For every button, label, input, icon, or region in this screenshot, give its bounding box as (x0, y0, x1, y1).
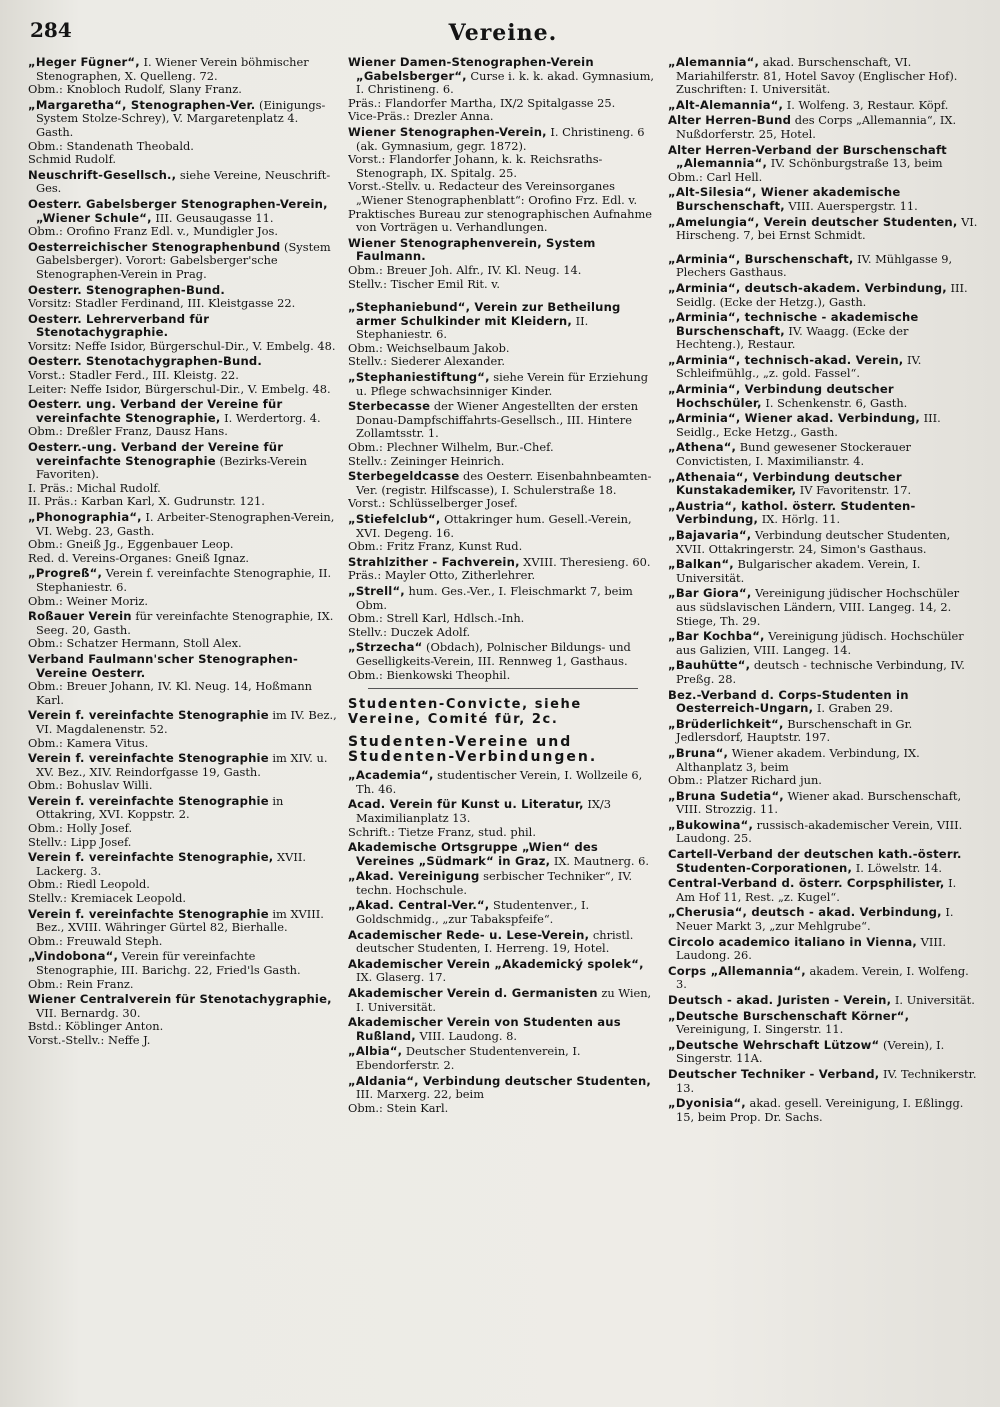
directory-entry (668, 282, 978, 309)
entry-heading: „Austria“, kathol. österr. Studenten-Verbindung, (668, 498, 916, 527)
directory-entry (28, 795, 338, 849)
entry-officer-line: Obm.: Knobloch Rudolf, Slany Franz. (28, 82, 242, 97)
directory-entry (28, 398, 338, 439)
entry-heading: Wiener Centralverein für Stenotachygraphie, (28, 992, 332, 1007)
entry-heading: Akademischer Verein von Studenten aus Rußland, (348, 1015, 621, 1043)
entry-officer-line: II. Präs.: Karban Karl, X. Gudrunstr. 121. (28, 494, 265, 509)
entry-heading: „Albia“, (348, 1044, 403, 1059)
entry-heading: „Stiefelclub“, (348, 512, 441, 526)
entry-heading: „Arminia“, Burschenschaft, (668, 251, 854, 266)
entry-heading: „Alemannia“, (668, 56, 760, 69)
directory-entry (348, 301, 658, 369)
entry-heading: „Vindobona“, (28, 949, 119, 964)
entry-officer-line: Obm.: Holly Josef. (28, 821, 133, 836)
entry-officer-line: Obm.: Strell Karl, Hdlsch.-Inh. (348, 611, 525, 626)
directory-entry (668, 906, 978, 933)
entry-heading: Sterbecasse (348, 399, 431, 414)
entry-officer-line: Obm.: Standenath Theobald. (28, 138, 194, 153)
entry-officer-line: Obm.: Breuer Johann, IV. Kl. Neug. 14, Hoßmann Karl. (28, 679, 313, 707)
entry-heading: Oesterreichischer Stenographenbund (28, 239, 281, 254)
directory-entry (348, 641, 658, 682)
entry-heading: „Academia“, (348, 768, 434, 783)
entry-details: VIII. Laudong. 8. (415, 1028, 518, 1043)
entry-details: I. Wolfeng. 3, Restaur. Köpf. (783, 97, 949, 112)
directory-entry (348, 1016, 658, 1043)
entry-officer-line: Vorst.-Stellv. u. Redacteur des Vereinsorganes „Wiener Stenographenblatt“: Orofino Frz. Edl. v. (348, 179, 638, 207)
directory-entry (28, 993, 338, 1047)
directory-entry (28, 56, 338, 97)
directory-entry (668, 441, 978, 468)
entry-heading: Acad. Verein für Kunst u. Literatur, (348, 797, 584, 812)
entry-officer-line: Obm.: Weichselbaum Jakob. (348, 340, 510, 355)
entry-details: Deutscher Studentenverein, I. Ebendorferstr. 2. (356, 1044, 581, 1072)
page-title: Vereine. (448, 20, 558, 46)
entry-details: (Einigungs-System Stolze-Schrey), V. Margaretenplatz 4. Gasth. (36, 97, 326, 139)
entry-details: IV. Technikerstr. 13. (676, 1066, 977, 1095)
directory-entry (668, 994, 978, 1008)
directory-entry (668, 790, 978, 817)
entry-heading: „Arminia“, technische - akademische Burschenschaft, (668, 310, 919, 338)
entry-details: im XVIII. Bez., XVIII. Währinger Gürtel 82, Bierhalle. (36, 906, 324, 935)
entry-officer-line: Obm.: Rein Franz. (28, 976, 134, 991)
entry-details: XVIII. Theresieng. 60. (519, 554, 651, 569)
directory-entry (668, 936, 978, 963)
entry-details: I. Am Hof 11, Rest. „z. Kugel“. (676, 876, 957, 904)
directory-entry (28, 567, 338, 608)
entry-details: I. Arbeiter-Stenographen-Verein, VI. Webg. 23, Gasth. (36, 510, 335, 538)
entry-details: IX. Hörlg. 11. (758, 512, 841, 527)
directory-entry (28, 950, 338, 991)
entry-heading: „Margaretha“, Stenographen-Ver. (28, 97, 256, 112)
entry-details: russisch-akademischer Verein, VIII. Laudong. 25. (676, 817, 963, 846)
directory-entry (668, 99, 978, 113)
directory-entry (668, 186, 978, 213)
entry-heading: „Bukowina“, (668, 817, 754, 832)
entry-heading: „Deutsche Burschenschaft Körner“, (668, 1008, 910, 1023)
entry-heading: Corps „Allemannia“, (668, 963, 806, 978)
entry-heading: Deutscher Techniker - Verband, (668, 1066, 880, 1081)
directory-entry (668, 311, 978, 352)
entry-heading: Verband Faulmann'scher Stenographen-Vereine Oesterr. (28, 651, 299, 680)
entry-details: IX. Glaserg. 17. (356, 970, 447, 985)
entry-details: Burschenschaft in Gr. Jedlersdorf, Hauptstr. 197. (676, 716, 913, 745)
entry-details: hum. Ges.-Ver., I. Fleischmarkt 7, beim Obm. (356, 583, 633, 612)
entry-officer-line: Vorsitz: Neffe Isidor, Bürgerschul-Dir., V. Embelg. 48. (28, 338, 336, 353)
entry-officer-line: Vorsitz: Stadler Ferdinand, III. Kleistgasse 22. (28, 296, 296, 311)
directory-entry (348, 798, 658, 839)
directory-entry (348, 371, 658, 398)
directory-entry (668, 500, 978, 527)
directory-entry (668, 412, 978, 439)
entry-details: siehe Verein für Erziehung u. Pflege schwachsinniger Kinder. (356, 370, 649, 398)
directory-entry (668, 1068, 978, 1095)
entry-heading: „Alt-Alemannia“, (668, 97, 784, 112)
entry-heading: Verein f. vereinfachte Stenographie (28, 708, 269, 723)
entry-officer-line: Stellv.: Tischer Emil Rit. v. (348, 276, 500, 291)
entry-details: (Verein), I. Singerstr. 11A. (676, 1037, 945, 1066)
entry-details: akad. gesell. Vereinigung, I. Eßlingg. 15, beim Prop. Dr. Sachs. (676, 1096, 964, 1124)
entry-details: Wiener akadem. Verbindung, IX. Althanplatz 3, beim (676, 745, 920, 774)
entry-details: im XIV. u. XV. Bez., XIV. Reindorfgasse 19, Gasth. (36, 751, 328, 779)
directory-entry (668, 630, 978, 657)
entry-heading: „Brüderlichkeit“, (668, 716, 784, 731)
directory-entry (348, 1075, 658, 1116)
directory-entry (28, 709, 338, 750)
directory-entry (348, 958, 658, 985)
entry-heading: „Bar Giora“, (668, 586, 752, 601)
directory-entry (668, 848, 978, 875)
directory-entry (668, 354, 978, 381)
entry-heading: Wiener Stenographen-Verein, (348, 124, 547, 139)
entry-details: IV. Waagg. (Ecke der Hechteng.), Restaur. (676, 323, 909, 352)
directory-entry (28, 653, 338, 707)
directory-entry (668, 819, 978, 846)
entry-heading: „Bauhütte“, (668, 658, 751, 673)
entry-heading: „Alt-Silesia“, Wiener akademische Burschenschaft, (668, 185, 901, 213)
directory-entry (668, 877, 978, 904)
entry-heading: Oesterr.-ung. Verband der Vereine für vereinfachte Stenographie (28, 440, 284, 468)
entry-heading: „Balkan“, (668, 557, 734, 572)
entry-heading: Oesterr. Gabelsberger Stenographen-Verein, „Wiener Schule“, (28, 196, 328, 225)
entry-officer-line: Obm.: Bohuslav Willi. (28, 778, 153, 793)
entry-heading: Cartell-Verband der deutschen kath.-österr. Studenten-Corporationen, (668, 847, 962, 875)
entry-officer-line: Obm.: Dreßler Franz, Dausz Hans. (28, 424, 228, 439)
entry-officer-line: I. Präs.: Michal Rudolf. (28, 480, 161, 495)
entry-heading: Oesterr. Stenotachygraphen-Bund. (28, 354, 263, 369)
entry-details: siehe Vereine, Neuschrift-Ges. (36, 167, 331, 196)
entry-heading: Verein f. vereinfachte Stenographie (28, 793, 269, 808)
directory-entry (348, 126, 658, 235)
entry-officer-line: Schmid Rudolf. (28, 152, 117, 167)
directory-entry (348, 1045, 658, 1072)
entry-details: IV Favoritenstr. 17. (796, 483, 912, 498)
entry-heading: Alter Herren-Verband der Burschenschaft „Alemannia“, (668, 142, 947, 171)
entry-details: für vereinfachte Stenographie, IX. Seeg. 20, Gasth. (36, 609, 334, 637)
entry-heading: „Athenaia“, Verbindung deutscher Kunstakademiker, (668, 469, 902, 498)
entry-heading: Academischer Rede- u. Lese-Verein, (348, 927, 590, 942)
entry-details: IX/3 Maximilianplatz 13. (356, 797, 612, 825)
entry-officer-line: Obm.: Weiner Moriz. (28, 593, 149, 608)
directory-entry (28, 169, 338, 196)
directory-entry (348, 237, 658, 291)
directory-entry (668, 558, 978, 585)
entry-details: III. Geusaugasse 11. (151, 210, 274, 225)
entry-officer-line: Praktisches Bureau zur stenographischen Aufnahme von Vorträgen u. Verhandlungen. (348, 206, 653, 235)
entry-heading: Strahlzither - Fachverein, (348, 554, 520, 569)
entry-details: des Corps „Allemannia“, IX. Nußdorferstr. 25, Hotel. (676, 113, 957, 141)
entry-details: II. Stephaniestr. 6. (356, 313, 589, 342)
entry-details: VII. Bernardg. 30. (36, 1005, 141, 1020)
entry-details: I. Werdertorg. 4. (220, 410, 321, 425)
entry-details: der Wiener Angestellten der ersten Donau-Dampfschiffahrts-Gesellsch., III. Hintere Zollamtsstr. 1. (356, 399, 639, 441)
section-heading-studenten: Studenten-Vereine und Studenten-Verbindungen. (348, 734, 598, 766)
entry-details: VIII. Auerspergstr. 11. (784, 198, 918, 213)
entry-officer-line: Obm.: Freuwald Steph. (28, 933, 163, 948)
directory-entry (668, 253, 978, 280)
entry-heading: „Strzecha“ (348, 640, 423, 655)
directory-entry (668, 718, 978, 745)
entry-details: I. Wiener Verein böhmischer Stenographen, X. Quelleng. 72. (36, 56, 309, 83)
entry-details: VI. Hirscheng. 7, bei Ernst Schmidt. (676, 214, 978, 243)
entry-heading: Roßauer Verein (28, 609, 132, 624)
directory-entry (348, 870, 658, 897)
directory-entry (668, 383, 978, 410)
entry-heading: Deutsch - akad. Juristen - Verein, (668, 993, 892, 1007)
entry-heading: Akademischer Verein d. Germanisten (348, 986, 598, 1001)
directory-entry (348, 899, 658, 926)
directory-entry (668, 689, 978, 716)
entry-officer-line: Vorst.: Schlüsselberger Josef. (348, 496, 518, 511)
entry-officer-line: Vice-Präs.: Drezler Anna. (348, 109, 494, 124)
directory-entry (668, 1039, 978, 1066)
entry-details: im IV. Bez., VI. Magdalenenstr. 52. (36, 708, 337, 736)
entry-details: deutsch - technische Verbindung, IV. Preßg. 28. (676, 658, 965, 686)
entry-officer-line: Stellv.: Zeininger Heinrich. (348, 453, 505, 468)
directory-entry (348, 556, 658, 583)
entry-heading: „Bar Kochba“, (668, 629, 765, 644)
directory-entry (28, 355, 338, 396)
directory-entry (348, 56, 658, 124)
entry-details: I. Graben 29. (813, 701, 894, 716)
directory-entry (668, 747, 978, 788)
directory-entry (348, 513, 658, 554)
entry-details: I. Schenkenstr. 6, Gasth. (761, 395, 908, 410)
entry-heading: Akademische Ortsgruppe „Wien“ des Vereines „Südmark“ in Graz, (348, 840, 599, 868)
entry-details: Curse i. k. k. akad. Gymnasium, I. Christineng. 6. (356, 68, 655, 97)
entry-heading: Oesterr. ung. Verband der Vereine für vereinfachte Stenographie, (28, 397, 283, 425)
entry-details: studentischer Verein, I. Wollzeile 6, Th. 46. (356, 768, 643, 796)
entry-details: Verein für vereinfachte Stenographie, III. Barichg. 22, Fried'ls Gasth. (36, 949, 301, 977)
entry-officer-line: Stellv.: Lipp Josef. (28, 834, 132, 849)
directory-entry (668, 1010, 978, 1037)
entry-heading: Central-Verband d. österr. Corpsphilister, (668, 876, 945, 891)
entry-details: IV. Schönburgstraße 13, beim (767, 156, 943, 171)
entry-heading: „Cherusia“, deutsch - akad. Verbindung, (668, 905, 942, 920)
directory-entry (668, 144, 978, 185)
entry-heading: „Dyonisia“, (668, 1096, 746, 1111)
entry-heading: „Phonographia“, (28, 510, 142, 524)
entry-officer-line: Obm.: Riedl Leopold. (28, 877, 150, 892)
entry-details: akadem. Verein, I. Wolfeng. 3. (676, 963, 969, 992)
directory-entry (348, 769, 658, 796)
entry-officer-line: Stellv.: Duczek Adolf. (348, 624, 471, 639)
entry-details: Vereinigung jüdisch. Hochschüler aus Galizien, VIII. Langeg. 14. (676, 629, 964, 657)
entry-heading: „Bruna“, (668, 745, 729, 760)
directory-entry (28, 752, 338, 793)
entry-heading: Verein f. vereinfachte Stenographie, (28, 850, 274, 865)
entry-details: (System Gabelsberger). Vorort: Gabelsberger'sche Stenographen-Verein in Prag. (36, 239, 331, 281)
entry-officer-line: Bstd.: Köblinger Anton. (28, 1019, 164, 1034)
entry-officer-line: Obm.: Kamera Vitus. (28, 735, 149, 750)
entry-heading: „Bajavaria“, (668, 528, 752, 542)
directory-entry (668, 529, 978, 556)
entry-details: IX. Mautnerg. 6. (550, 853, 649, 868)
entry-details: akad. Burschenschaft, VI. Mariahilferstr. 81, Hotel Savoy (Englischer Hof). Zuschriften: I. Universität. (676, 56, 958, 97)
entry-heading: „Arminia“, deutsch-akadem. Verbindung, (668, 280, 947, 295)
entry-officer-line: Obm.: Stein Karl. (348, 1100, 449, 1115)
entry-heading: Neuschrift-Gesellsch., (28, 167, 177, 182)
directory-entry (348, 470, 658, 511)
directory-entry (348, 987, 658, 1014)
entry-officer-line: Obm.: Orofino Franz Edl. v., Mundigler Jos. (28, 224, 278, 239)
entry-heading: Oesterr. Stenographen-Bund. (28, 282, 225, 297)
directory-entry (668, 216, 978, 243)
entry-heading: Oesterr. Lehrerverband für Stenotachygraphie. (28, 311, 210, 340)
entry-details: Verein f. vereinfachte Stenographie, II. Stephaniestr. 6. (36, 566, 332, 594)
entry-details: Verbindung deutscher Studenten, XVII. Ottakringerstr. 24, Simon's Gasthaus. (676, 528, 951, 556)
directory-entry (28, 908, 338, 949)
entry-officer-line: Red. d. Vereins-Organes: Gneiß Ignaz. (28, 550, 249, 565)
directory-entry (28, 610, 338, 651)
entry-heading: „Arminia“, Verbindung deutscher Hochschüler, (668, 382, 894, 410)
entry-heading: Verein f. vereinfachte Stenographie (28, 906, 269, 921)
entry-heading: „Heger Fügner“, (28, 56, 140, 69)
entry-heading: „Arminia“, Wiener akad. Verbindung, (668, 411, 921, 426)
entry-details: I. Christineng. 6 (ak. Gymnasium, gegr. 1872). (356, 124, 645, 153)
directory-entry (348, 400, 658, 468)
entry-heading: Circolo academico italiano in Vienna, (668, 934, 917, 949)
directory-entry (28, 241, 338, 282)
entry-details: des Oesterr. Eisenbahnbeamten-Ver. (registr. Hilfscasse), I. Schulerstraße 18. (356, 469, 652, 497)
entry-details: III. Seidlg. (Ecke der Hetzg.), Gasth. (676, 280, 968, 309)
directory-entry (668, 965, 978, 992)
entry-details: Wiener akad. Burschenschaft, VIII. Strozzig. 11. (676, 788, 962, 817)
entry-details: XVII. Lackerg. 3. (36, 850, 306, 878)
entry-heading: „Deutsche Wehrschaft Lützow“ (668, 1037, 880, 1052)
entry-officer-line: Leiter: Neffe Isidor, Bürgerschul-Dir., V. Embelg. 48. (28, 381, 331, 396)
directory-entry (28, 441, 338, 509)
entry-heading: Verein f. vereinfachte Stenographie (28, 751, 269, 766)
entry-officer-line: Obm.: Carl Hell. (668, 169, 763, 184)
entry-officer-line: Obm.: Bienkowski Theophil. (348, 667, 511, 682)
entry-heading: Sterbegeldcasse (348, 469, 460, 484)
entry-details: Studentenver., I. Goldschmidg., „zur Tabakspfeife“. (356, 898, 590, 927)
column-left (28, 56, 338, 1401)
column-middle (348, 56, 658, 1401)
entry-officer-line: Obm.: Fritz Franz, Kunst Rud. (348, 539, 523, 554)
entry-officer-line: Vorst.: Flandorfer Johann, k. k. Reichsraths-Stenograph, IX. Spitalg. 25. (348, 152, 603, 180)
entry-heading: „Stephaniebund“, Verein zur Betheilung armer Schulkinder mit Kleidern, (348, 300, 621, 328)
columns (28, 56, 978, 1401)
entry-heading: Akademischer Verein „Akademický spolek“, (348, 956, 644, 971)
column-right (668, 56, 978, 1401)
directory-entry (668, 471, 978, 498)
directory-entry (28, 851, 338, 905)
section-heading-convicte: Studenten-Convicte, siehe Vereine, Comité für, 2c. (348, 697, 582, 728)
entry-details: serbischer Techniker“, IV. techn. Hochschule. (356, 869, 633, 897)
entry-officer-line: Präs.: Mayler Otto, Zitherlehrer. (348, 568, 536, 583)
section-divider (368, 688, 638, 689)
entry-details: Vereinigung, I. Singerstr. 11. (676, 1022, 844, 1037)
entry-details: IV. Schleifmühlg., „z. gold. Fassel“. (676, 352, 922, 381)
entry-details: christl. deutscher Studenten, I. Herreng. 19, Hotel. (356, 927, 634, 956)
entry-officer-line: Vorst.: Stadler Ferd., III. Kleistg. 22. (28, 368, 239, 383)
entry-heading: „Arminia“, technisch-akad. Verein, (668, 352, 904, 367)
entry-details: VIII. Laudong. 26. (676, 934, 946, 963)
entry-details: Ottakringer hum. Gesell.-Verein, XVI. Degeng. 16. (356, 512, 632, 540)
entry-details: I. Löwelstr. 14. (852, 860, 942, 875)
entry-heading: „Aldania“, Verbindung deutscher Studenten, (348, 1073, 652, 1088)
entry-details: III. Marxerg. 22, beim (356, 1087, 484, 1102)
directory-entry (28, 511, 338, 565)
entry-heading: „Stephaniestiftung“, (348, 370, 490, 385)
entry-details: zu Wien, I. Universität. (356, 986, 652, 1014)
entry-heading: „Progreß“, (28, 566, 103, 581)
entry-officer-line: Stellv.: Kremiacek Leopold. (28, 891, 187, 906)
entry-details: (Obdach), Polnischer Bildungs- und Geselligkeits-Verein, III. Rennweg 1, Gasthaus. (356, 640, 631, 668)
entry-officer-line: Schrift.: Tietze Franz, stud. phil. (348, 824, 536, 839)
directory-entry (668, 56, 978, 97)
entry-details: Vereinigung jüdischer Hochschüler aus südslavischen Ländern, VIII. Langeg. 14, 2. Stiege, Th. 29. (676, 586, 960, 628)
entry-heading: „Akad. Central-Ver.“, (348, 898, 490, 913)
entry-details: Bulgarischer akadem. Verein, I. Universität. (676, 557, 921, 585)
directory-entry (668, 659, 978, 686)
entry-details: in Ottakring, XVI. Koppstr. 2. (36, 793, 284, 822)
entry-heading: „Athena“, (668, 440, 737, 455)
entry-details: III. Seidlg., Ecke Hetzg., Gasth. (676, 411, 941, 439)
entry-officer-line: Obm.: Platzer Richard jun. (668, 773, 822, 788)
entry-details: (Bezirks-Verein Favoriten). (36, 453, 307, 482)
entry-officer-line: Präs.: Flandorfer Martha, IX/2 Spitalgasse 25. (348, 95, 616, 110)
page-number: 284 (30, 18, 72, 42)
entry-officer-line: Obm.: Plechner Wilhelm, Bur.-Chef. (348, 440, 554, 455)
entry-heading: „Bruna Sudetia“, (668, 788, 784, 803)
entry-officer-line: Vorst.-Stellv.: Neffe J. (28, 1032, 151, 1047)
entry-details: I. Neuer Markt 3, „zur Mehlgrube“. (676, 905, 954, 934)
entry-heading: „Akad. Vereinigung (348, 869, 480, 884)
directory-entry (28, 313, 338, 354)
directory-entry (348, 929, 658, 956)
entry-details: Bund gewesener Stockerauer Convictisten, I. Maximilianstr. 4. (676, 440, 912, 469)
directory-entry (668, 587, 978, 628)
entry-officer-line: Stellv.: Siederer Alexander. (348, 354, 506, 369)
directory-entry (348, 841, 658, 868)
entry-officer-line: Obm.: Breuer Joh. Alfr., IV. Kl. Neug. 14. (348, 262, 582, 277)
directory-entry (28, 284, 338, 311)
entry-officer-line: Obm.: Schatzer Hermann, Stoll Alex. (28, 636, 242, 651)
entry-heading: „Strell“, (348, 583, 405, 598)
entry-heading: Wiener Stenographenverein, System Faulmann. (348, 235, 596, 264)
entry-heading: „Amelungia“, Verein deutscher Studenten, (668, 214, 958, 229)
entry-officer-line: Obm.: Gneiß Jg., Eggenbauer Leop. (28, 537, 234, 552)
entry-details: IV. Mühlgasse 9, Plechers Gasthaus. (676, 251, 953, 280)
entry-heading: Wiener Damen-Stenographen-Verein „Gabelsberger“, (348, 56, 594, 83)
directory-entry (348, 585, 658, 639)
directory-entry (28, 198, 338, 239)
entry-heading: Alter Herren-Bund (668, 113, 792, 128)
directory-entry (668, 114, 978, 141)
directory-entry (28, 99, 338, 167)
entry-details: I. Universität. (891, 993, 975, 1007)
entry-heading: Bez.-Verband d. Corps-Studenten in Oesterreich-Ungarn, (668, 687, 909, 716)
page-header (28, 16, 978, 56)
directory-entry (668, 1097, 978, 1124)
